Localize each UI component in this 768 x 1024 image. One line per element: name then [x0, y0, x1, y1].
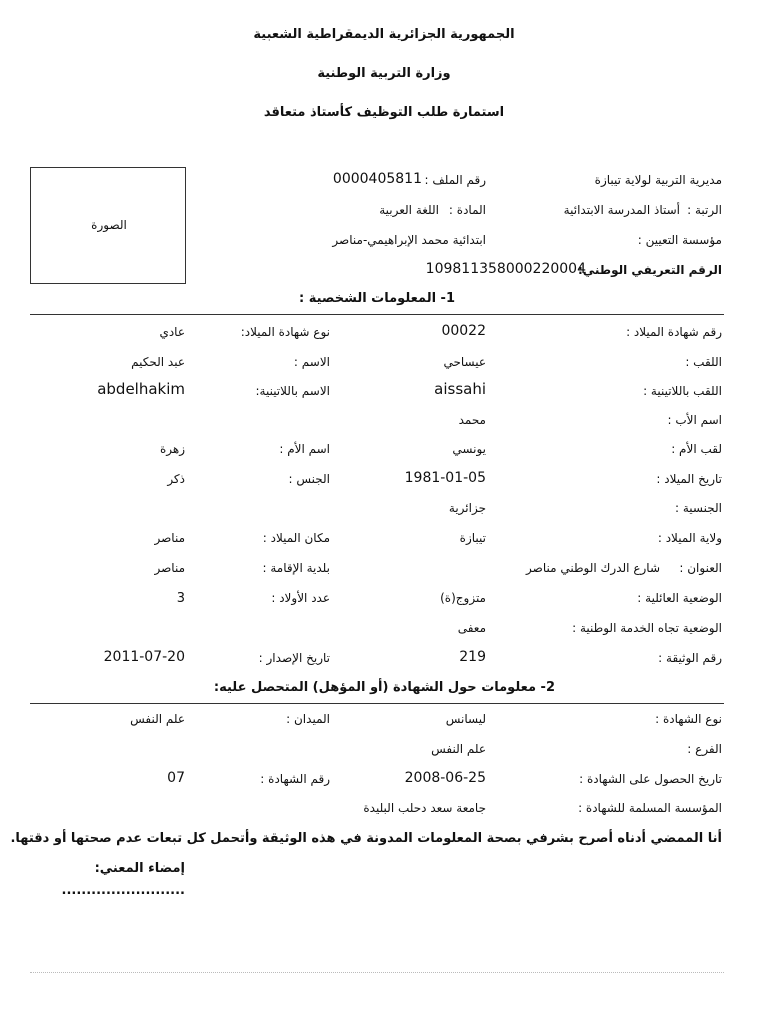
children-value: 3 — [176, 591, 185, 606]
photo-label: الصورة — [91, 218, 127, 232]
military-status-value: معفى — [457, 621, 486, 635]
birth-wilaya-value: تيبازة — [459, 531, 486, 545]
document-no-label: رقم الوثيقة : — [658, 651, 722, 665]
father-name-value: محمد — [458, 413, 486, 427]
degree-no-value: 07 — [167, 770, 185, 786]
directorate: مديرية التربية لولاية تيبازة — [594, 173, 722, 187]
obtained-date-label: تاريخ الحصول على الشهادة : — [579, 772, 722, 786]
name-latin-label: الاسم باللاتينية: — [255, 384, 330, 398]
surname-latin-value: aissahi — [434, 380, 486, 398]
branch-value: علم النفس — [431, 742, 486, 756]
name-value: عبد الحكيم — [131, 355, 185, 369]
sex-label: الجنس : — [288, 472, 330, 486]
degree-type-label: نوع الشهادة : — [655, 712, 722, 726]
address-label: العنوان : — [679, 561, 722, 575]
institution-value: ابتدائية محمد الإبراهيمي-مناصر — [332, 233, 486, 247]
residence-value: مناصر — [154, 561, 185, 575]
document-no-value: 219 — [459, 649, 486, 665]
family-status-label: الوضعية العائلية : — [637, 591, 722, 605]
address-value: شارع الدرك الوطني مناصر — [526, 561, 660, 575]
birth-cert-type-label: نوع شهادة الميلاد: — [240, 325, 330, 339]
birth-place-value: مناصر — [154, 531, 185, 545]
institution-label: مؤسسة التعيين : — [637, 233, 722, 247]
mother-name-label: اسم الأم : — [279, 442, 330, 456]
degree-type-value: ليسانس — [445, 712, 486, 726]
form-title: استمارة طلب التوظيف كأستاذ متعاقد — [263, 105, 505, 120]
section1-title: 1- المعلومات الشخصية : — [299, 291, 455, 306]
file-number-label: رقم الملف : — [424, 173, 486, 187]
section2-divider — [30, 703, 724, 704]
mother-surname-label: لقب الأم : — [671, 442, 722, 456]
mother-surname-value: يونسي — [452, 442, 486, 456]
name-latin-value: abdelhakim — [97, 380, 185, 398]
residence-label: بلدية الإقامة : — [262, 561, 330, 575]
mother-name-value: زهرة — [159, 442, 185, 456]
sex-value: ذكر — [167, 472, 185, 486]
rank-label: الرتبة : — [687, 203, 722, 217]
surname-latin-label: اللقب باللاتينية : — [643, 384, 722, 398]
birth-place-label: مكان الميلاد : — [262, 531, 330, 545]
subject-label: المادة : — [448, 203, 486, 217]
obtained-date-value: 2008-06-25 — [404, 770, 486, 786]
section2-title: 2- معلومات حول الشهادة (أو المؤهل) المتحصل عليه: — [213, 680, 555, 695]
branch-label: الفرع : — [687, 742, 722, 756]
birth-cert-no-value: 00022 — [441, 323, 486, 339]
name-label: الاسم : — [293, 355, 330, 369]
declaration-text: أنا الممضي أدناه أصرح بشرفي بصحة المعلومات المدونة في هذه الوثيقة وأتحمل كل تبعات عدم صحتها أو دقتها. — [10, 831, 722, 846]
nationality-value: جزائرية — [448, 501, 486, 515]
field-label: الميدان : — [286, 712, 330, 726]
rank-value: أستاذ المدرسة الابتدائية — [563, 203, 680, 217]
family-status-value: متزوج(ة) — [440, 591, 486, 605]
subject-value: اللغة العربية — [379, 203, 439, 217]
surname-label: اللقب : — [685, 355, 722, 369]
republic-title: الجمهورية الجزائرية الديمقراطية الشعبية — [253, 27, 515, 42]
military-status-label: الوضعية تجاه الخدمة الوطنية : — [572, 621, 722, 635]
footer-divider — [30, 972, 724, 973]
birth-date-label: تاريخ الميلاد : — [656, 472, 722, 486]
birth-cert-type-value: عادي — [159, 325, 185, 339]
field-value: علم النفس — [130, 712, 185, 726]
birth-cert-no-label: رقم شهادة الميلاد : — [626, 325, 722, 339]
national-id-value: 109811358000220004 — [425, 261, 586, 277]
nationality-label: الجنسية : — [675, 501, 722, 515]
ministry-title: وزارة التربية الوطنية — [317, 66, 451, 81]
issue-date-label: تاريخ الإصدار : — [258, 651, 330, 665]
section1-divider — [30, 314, 724, 315]
file-number-value: 0000405811 — [332, 171, 422, 187]
children-label: عدد الأولاد : — [271, 591, 330, 605]
signature-line: ......................... — [61, 883, 185, 898]
issuer-value: جامعة سعد دحلب البليدة — [363, 801, 486, 815]
birth-wilaya-label: ولاية الميلاد : — [657, 531, 722, 545]
issue-date-value: 2011-07-20 — [103, 649, 185, 665]
birth-date-value: 1981-01-05 — [404, 470, 486, 486]
degree-no-label: رقم الشهادة : — [260, 772, 330, 786]
surname-value: عيساحي — [443, 355, 486, 369]
signature-label: إمضاء المعني: — [94, 861, 185, 876]
issuer-label: المؤسسة المسلمة للشهادة : — [578, 801, 722, 815]
father-name-label: اسم الأب : — [667, 413, 722, 427]
photo-box — [30, 167, 186, 284]
national-id-label: الرقم التعريفي الوطني: — [577, 263, 722, 277]
